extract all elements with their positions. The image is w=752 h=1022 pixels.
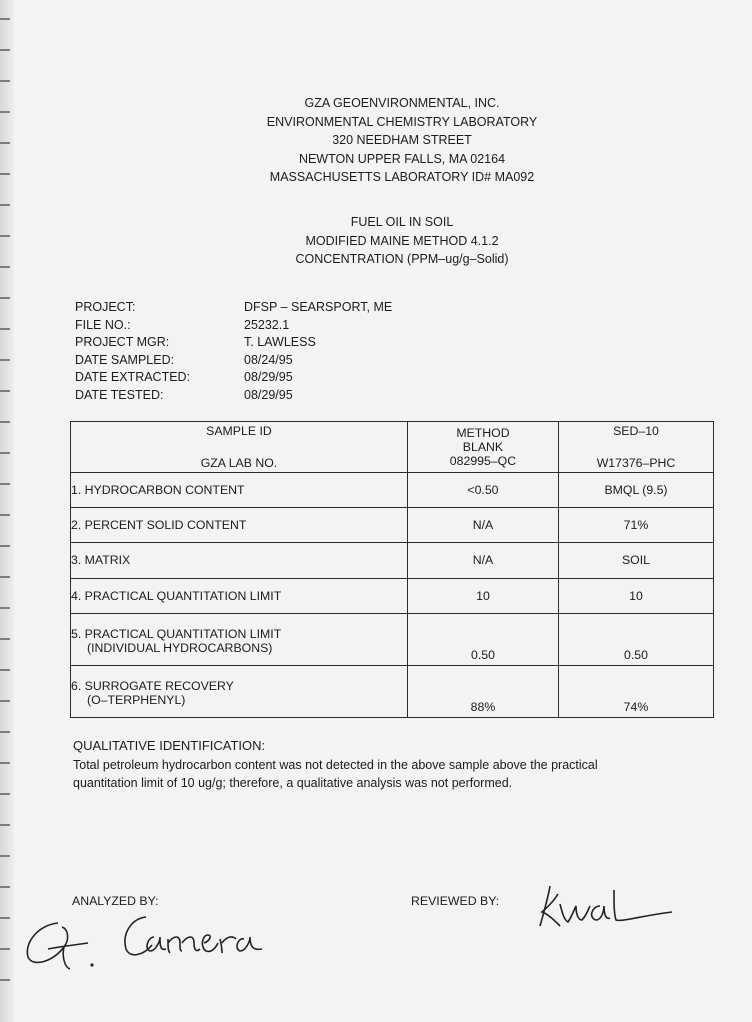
header-sample-cell	[558, 422, 713, 473]
binding-hole	[0, 297, 10, 299]
info-key: DATE EXTRACTED:	[75, 370, 191, 384]
table-row	[71, 613, 714, 665]
row-label: 4. PRACTICAL QUANTITATION LIMIT	[71, 578, 408, 613]
reviewer-signature	[530, 880, 680, 935]
binding-hole	[0, 483, 10, 485]
lab-street: 320 NEEDHAM STREET	[332, 133, 472, 147]
info-key: PROJECT MGR:	[75, 335, 170, 349]
info-row	[75, 387, 392, 405]
info-value: 25232.1	[244, 317, 290, 332]
binding-hole	[0, 731, 10, 733]
binding-hole	[0, 762, 10, 764]
binding-hole	[0, 452, 10, 454]
blank-value: <0.50	[407, 473, 558, 508]
report-title	[0, 213, 752, 269]
row-label-line2: (O–TERPHENYL)	[87, 693, 186, 708]
reviewed-by-label: REVIEWED BY:	[411, 894, 500, 908]
results-table	[70, 421, 714, 718]
binding-hole	[0, 576, 10, 578]
info-value: 08/24/95	[244, 352, 293, 367]
info-value: DFSP – SEARSPORT, ME	[244, 300, 393, 314]
info-key: DATE TESTED:	[75, 387, 164, 402]
project-info	[75, 299, 392, 404]
binding-hole	[0, 948, 10, 950]
table-row	[71, 578, 714, 613]
blank-value: N/A	[407, 543, 558, 578]
info-row	[75, 369, 392, 387]
info-row	[75, 317, 392, 335]
lab-name: GZA GEOENVIRONMENTAL, INC.	[304, 96, 500, 110]
qualitative-text-line: quantitation limit of 10 ug/g; therefore, a qualitative analysis was not performed.	[73, 776, 513, 790]
binding-hole	[0, 917, 10, 919]
sample-value: 0.50	[558, 613, 713, 665]
report-method-line: MODIFIED MAINE METHOD 4.1.2	[305, 233, 499, 248]
sample-value: 74%	[558, 665, 713, 717]
binding-hole	[0, 204, 10, 206]
info-value: 08/29/95	[244, 387, 293, 402]
binding-hole	[0, 421, 10, 423]
binding-hole	[0, 886, 10, 888]
binding-hole	[0, 545, 10, 547]
info-key: FILE NO.:	[75, 317, 131, 332]
report-units-line: CONCENTRATION (PPM–ug/g–Solid)	[295, 252, 509, 266]
lab-header	[0, 94, 752, 187]
row-label-line1: 5. PRACTICAL QUANTITATION LIMIT	[71, 627, 282, 642]
table-row	[71, 473, 714, 508]
binding-hole	[0, 328, 10, 330]
info-key: PROJECT:	[75, 300, 136, 314]
table-header-row	[71, 422, 714, 473]
lab-no-label: GZA LAB NO.	[200, 456, 278, 471]
sample-value: 10	[558, 578, 713, 613]
report-title-line: FUEL OIL IN SOIL	[350, 215, 454, 229]
row-label	[71, 665, 408, 717]
analyzed-by-label: ANALYZED BY:	[72, 894, 159, 908]
row-label-line2: (INDIVIDUAL HYDROCARBONS)	[87, 641, 273, 656]
row-label	[71, 613, 408, 665]
sample-lab-no: W17376–PHC	[596, 456, 676, 471]
qualitative-text-line: Total petroleum hydrocarbon content was not detected in the above sample above the practical	[73, 758, 598, 772]
info-row	[75, 334, 392, 352]
info-value: 08/29/95	[244, 370, 293, 384]
lab-department: ENVIRONMENTAL CHEMISTRY LABORATORY	[266, 114, 538, 129]
binding-hole	[0, 700, 10, 702]
binding-hole	[0, 514, 10, 516]
binding-hole	[0, 638, 10, 640]
binding-hole	[0, 49, 10, 51]
binding-hole	[0, 359, 10, 361]
info-row	[75, 352, 392, 370]
qualitative-title: QUALITATIVE IDENTIFICATION:	[73, 738, 266, 753]
binding-hole	[0, 855, 10, 857]
row-label: 3. MATRIX	[71, 543, 408, 578]
row-label-line1: 6. SURROGATE RECOVERY	[71, 679, 234, 694]
lab-city: NEWTON UPPER FALLS, MA 02164	[298, 151, 506, 166]
blank-value: 0.50	[407, 613, 558, 665]
binding-hole	[0, 390, 10, 392]
binding-hole	[0, 824, 10, 826]
info-row	[75, 299, 392, 317]
binding-hole	[0, 80, 10, 82]
binding-hole	[0, 793, 10, 795]
sample-value: BMQL (9.5)	[558, 473, 713, 508]
analyst-signature	[18, 905, 278, 975]
blank-lab-no: 082995–QC	[449, 454, 517, 469]
qualitative-section	[73, 737, 673, 792]
blank-value: N/A	[407, 508, 558, 543]
table-row	[71, 543, 714, 578]
sample-value: 71%	[558, 508, 713, 543]
method-label: METHOD	[456, 426, 510, 441]
header-id-cell	[71, 422, 408, 473]
header-blank-cell	[407, 422, 558, 473]
row-label: 1. HYDROCARBON CONTENT	[71, 473, 408, 508]
row-label: 2. PERCENT SOLID CONTENT	[71, 508, 408, 543]
lab-id: MASSACHUSETTS LABORATORY ID# MA092	[269, 170, 535, 184]
binding-hole	[0, 669, 10, 671]
sample-id: SED–10	[613, 424, 659, 439]
blank-value: 10	[407, 578, 558, 613]
sample-value: SOIL	[558, 543, 713, 578]
info-value: T. LAWLESS	[244, 335, 316, 349]
sample-id-label: SAMPLE ID	[206, 424, 272, 439]
table-row	[71, 508, 714, 543]
binding-hole	[0, 18, 10, 20]
info-key: DATE SAMPLED:	[75, 352, 175, 367]
blank-value: 88%	[407, 665, 558, 717]
table-row	[71, 665, 714, 717]
binding-hole	[0, 607, 10, 609]
binding-hole	[0, 979, 10, 981]
blank-label: BLANK	[462, 440, 504, 455]
